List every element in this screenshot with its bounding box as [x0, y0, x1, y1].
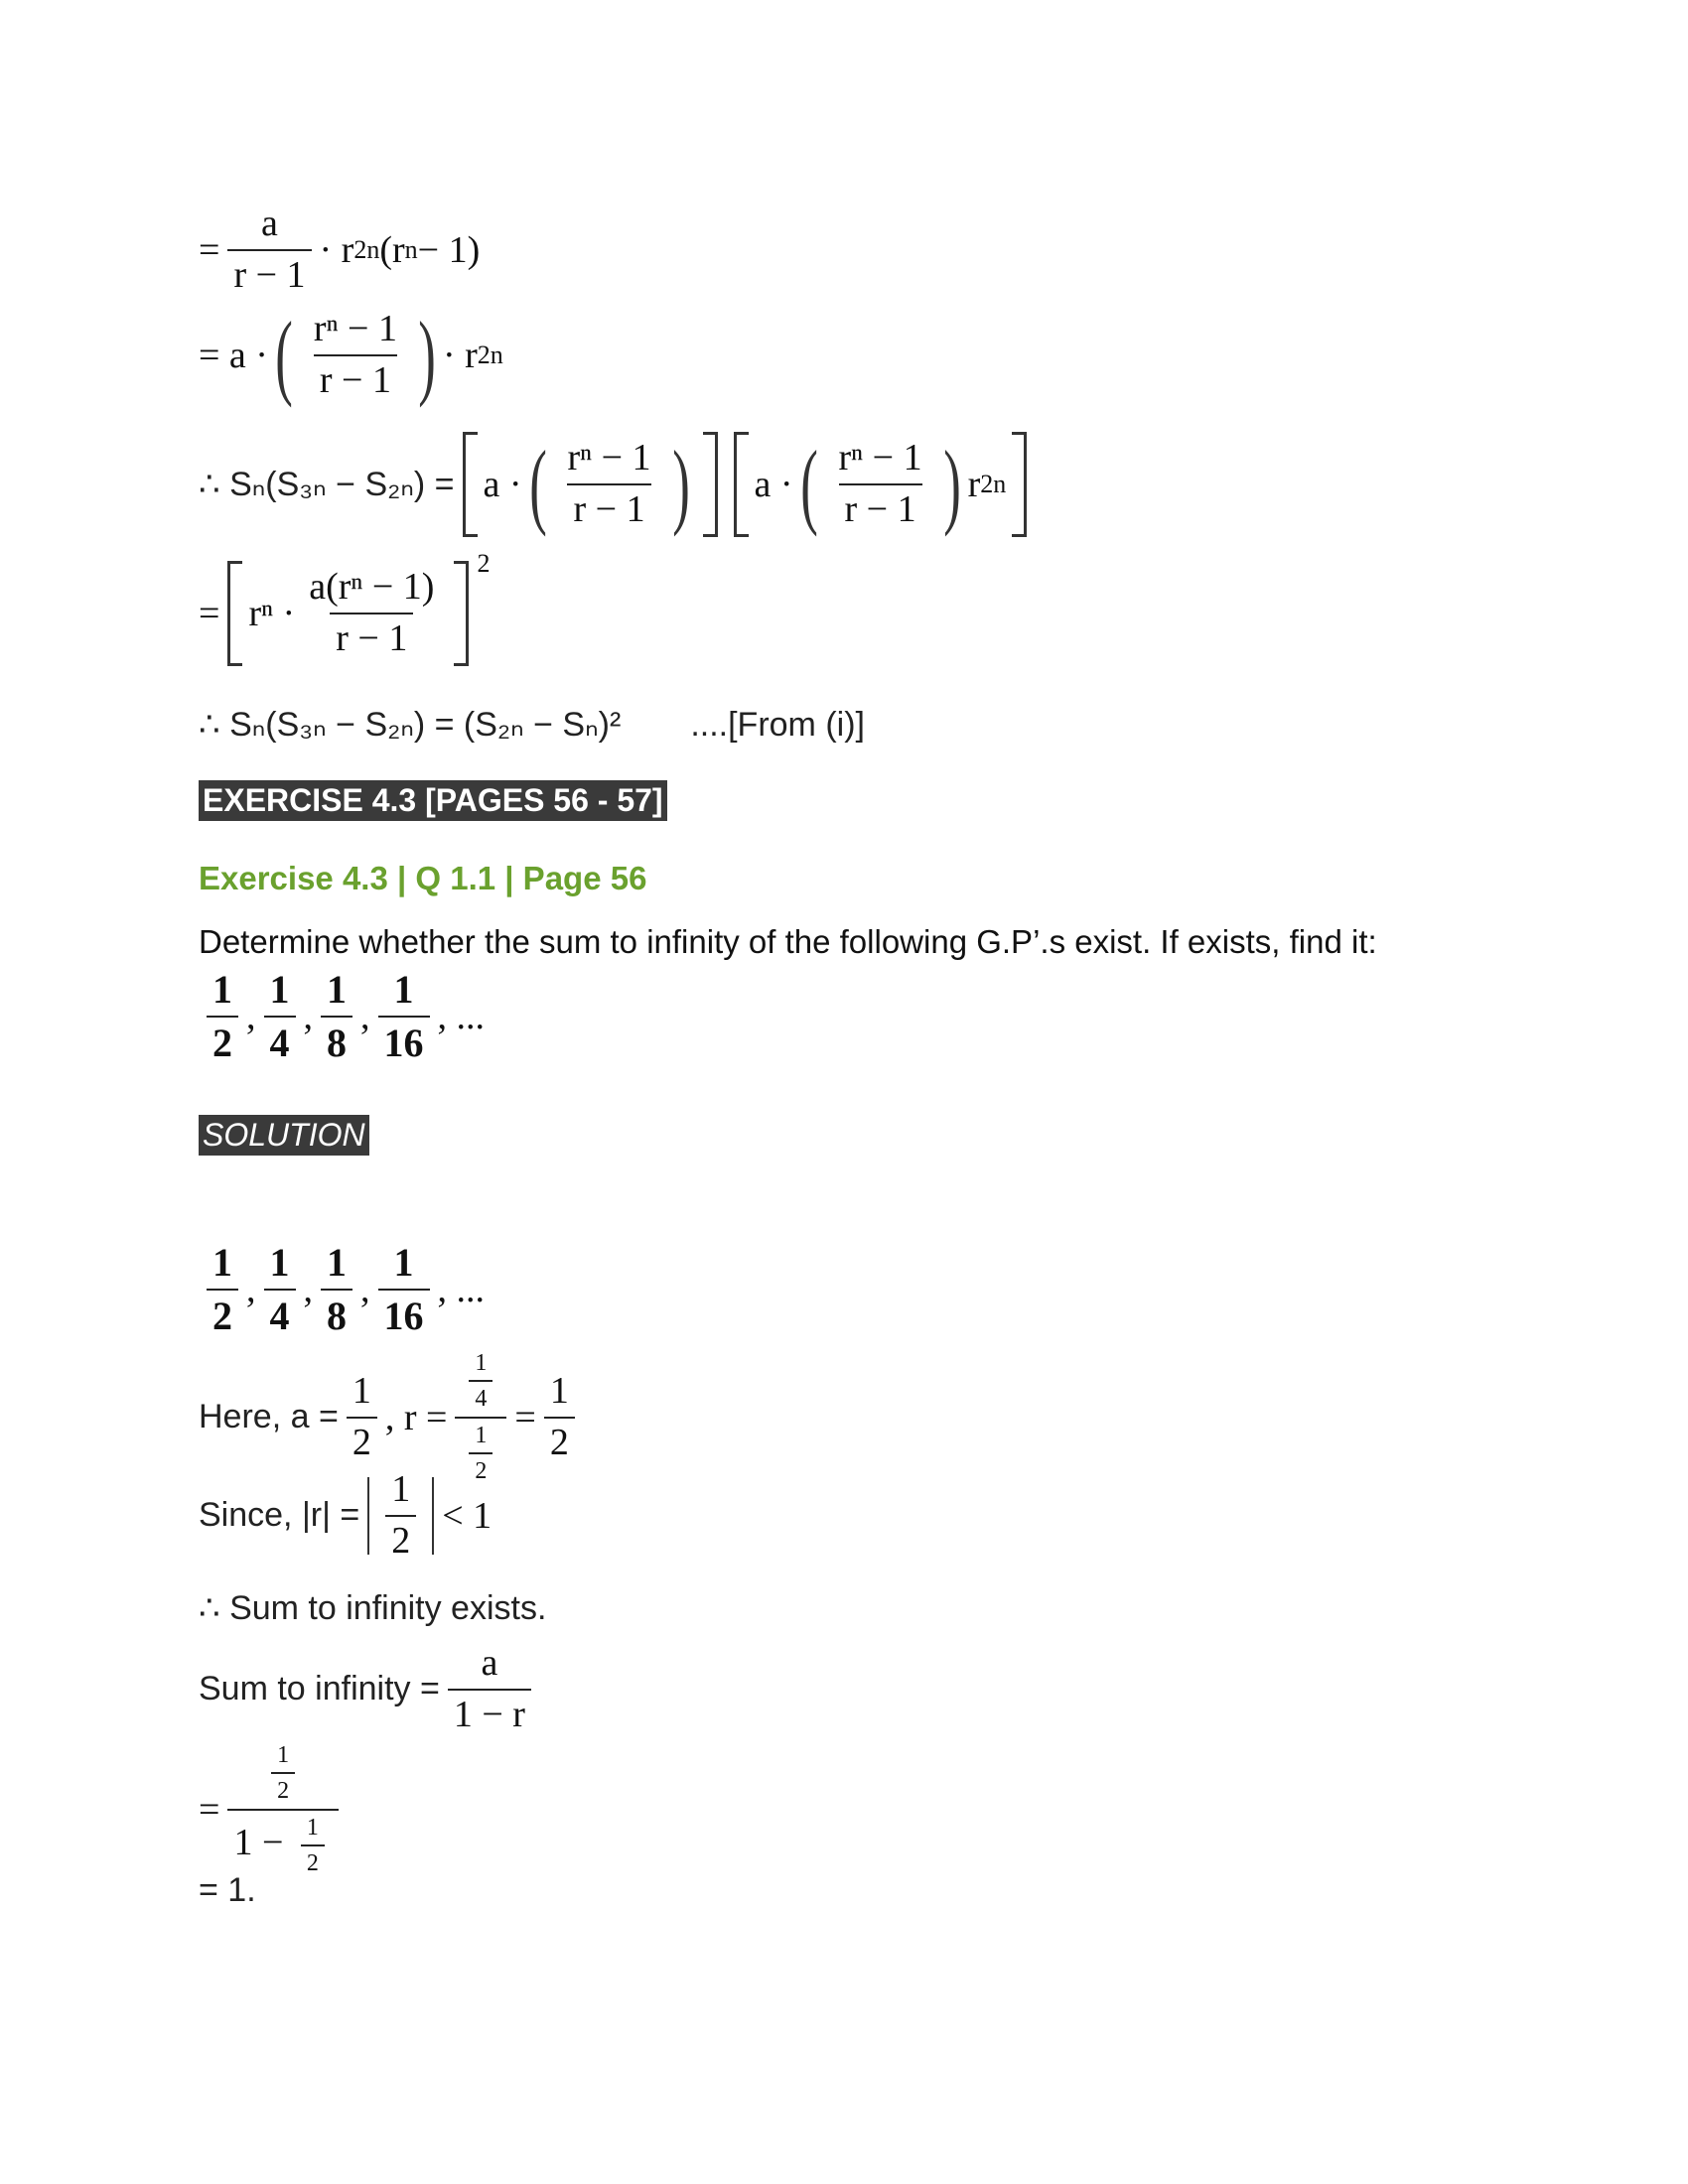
- numerator: a(rⁿ − 1): [309, 566, 435, 609]
- numerator: 1: [352, 1369, 371, 1412]
- denominator: 2: [469, 1452, 492, 1484]
- numerator: rⁿ − 1: [567, 437, 651, 479]
- multiplier: · r: [442, 335, 478, 376]
- numerator: 1: [475, 1422, 488, 1448]
- since-label: Since, |r| =: [199, 1496, 360, 1535]
- fraction-1-4: [264, 1241, 296, 1338]
- result-text: = 1.: [199, 1871, 256, 1909]
- denominator: 2: [385, 1515, 416, 1563]
- equals-sign: =: [199, 228, 220, 271]
- right-paren: ): [942, 431, 961, 537]
- right-bracket: [454, 561, 469, 666]
- denominator: 8: [321, 1016, 352, 1065]
- fraction-a-value: [347, 1371, 377, 1464]
- left-bracket: [734, 432, 749, 537]
- numerator: 1: [212, 1240, 232, 1285]
- exponent: 2: [477, 549, 491, 578]
- solution-banner[interactable]: SOLUTION: [199, 1115, 369, 1156]
- numerator: rⁿ − 1: [838, 437, 922, 479]
- a-dot: a ·: [483, 464, 522, 505]
- solution-here-line: [199, 1350, 583, 1485]
- fraction-r-compound: [455, 1350, 506, 1485]
- numerator: 1: [393, 967, 414, 1012]
- fraction-1-8: [321, 968, 352, 1065]
- right-bracket: [1012, 432, 1027, 537]
- question-text: Determine whether the sum to infinity of the following G.P’.s exist. If exists, find it:: [199, 923, 1377, 960]
- series-ellipsis: , ...: [437, 996, 485, 1037]
- fraction-a-rn: [303, 567, 440, 660]
- left-paren: (: [275, 302, 293, 408]
- fraction-rn-minus-1: [308, 309, 403, 402]
- derivation-line-1: [199, 204, 480, 297]
- right-paren: ): [671, 431, 690, 537]
- sum-label: Sum to infinity =: [199, 1670, 440, 1708]
- right-paren: ): [418, 302, 436, 408]
- denominator: 4: [264, 1016, 296, 1065]
- fraction-abs: [385, 1469, 416, 1563]
- one-minus: 1 −: [233, 1821, 284, 1863]
- solution-result-line: [199, 1871, 256, 1910]
- denominator: r − 1: [330, 613, 413, 660]
- inner-fraction: [469, 1350, 492, 1413]
- denominator: 2: [207, 1016, 238, 1065]
- equals-a: = a ·: [199, 335, 268, 376]
- numerator: 1: [327, 967, 347, 1012]
- denominator: 2: [207, 1289, 238, 1338]
- fraction-1-2: [207, 1241, 238, 1338]
- numerator: [455, 1350, 506, 1417]
- equals-sign: =: [514, 1396, 536, 1438]
- numerator: 1: [212, 967, 232, 1012]
- fraction-2: [833, 438, 928, 531]
- rn-dot: rⁿ ·: [248, 593, 296, 634]
- r-label: , r =: [384, 1396, 448, 1438]
- equals-sign: =: [199, 593, 220, 634]
- denominator: 16: [378, 1016, 430, 1065]
- numerator: 1: [306, 1814, 319, 1841]
- denominator: 2: [271, 1772, 295, 1804]
- numerator: 1: [475, 1350, 488, 1376]
- denominator: 2: [301, 1844, 325, 1876]
- denominator: 8: [321, 1289, 352, 1338]
- numerator: 1: [549, 1369, 569, 1412]
- solution-formula-line: [199, 1643, 539, 1736]
- denominator: 4: [469, 1380, 492, 1412]
- left-bracket: [227, 561, 242, 666]
- denominator: 2: [347, 1417, 377, 1464]
- abs-bar-right: [432, 1477, 434, 1555]
- left-bracket: [463, 432, 478, 537]
- denominator: r − 1: [839, 483, 922, 531]
- numerator: [257, 1742, 309, 1809]
- numerator: a: [261, 203, 278, 244]
- fraction-1-4: [264, 968, 296, 1065]
- inner-fraction: [301, 1815, 325, 1877]
- denominator: 2: [544, 1417, 575, 1464]
- exercise-banner: EXERCISE 4.3 [PAGES 56 - 57]: [199, 780, 667, 821]
- solution-series: $\frac{1}{2}$ , $\frac{1}{4}$ , $\frac{1}{8}$ , $\frac{1}{16}$ , ...: [199, 1241, 485, 1338]
- multiplier: · r: [319, 228, 354, 271]
- series-ellipsis: , ...: [437, 1269, 485, 1310]
- denominator: r − 1: [314, 354, 397, 402]
- numerator: 1: [269, 967, 290, 1012]
- exists-text: ∴ Sum to infinity exists.: [199, 1589, 547, 1627]
- fraction-1-2: [207, 968, 238, 1065]
- denominator: 1 − r: [448, 1689, 531, 1736]
- solution-exists-line: [199, 1588, 546, 1628]
- question-heading[interactable]: Exercise 4.3 | Q 1.1 | Page 56: [199, 860, 647, 896]
- numerator: 1: [269, 1240, 290, 1285]
- exponent: 2n: [980, 470, 1007, 498]
- exponent: n: [404, 234, 418, 264]
- left-paren: (: [799, 431, 818, 537]
- solution-since-line: [199, 1469, 492, 1563]
- derivation-line-3: [199, 432, 1035, 537]
- fraction-1-16: [378, 968, 430, 1065]
- numerator: rⁿ − 1: [313, 308, 397, 350]
- numerator: 1: [391, 1468, 411, 1510]
- numerator: 1: [327, 1240, 347, 1285]
- conclusion-equation: ∴ Sₙ(S₃ₙ − S₂ₙ) = (S₂ₙ − Sₙ)²: [199, 706, 622, 744]
- fraction-1-8: [321, 1241, 352, 1338]
- therefore-lead: ∴ Sₙ(S₃ₙ − S₂ₙ) =: [199, 466, 455, 503]
- denominator: r − 1: [227, 249, 311, 297]
- fraction-a-over-r-minus-1: [227, 204, 311, 297]
- left-paren: (: [528, 431, 547, 537]
- right-bracket: [703, 432, 718, 537]
- exponent: 2n: [353, 234, 380, 264]
- here-label: Here, a =: [199, 1398, 339, 1436]
- derivation-line-2: [199, 302, 503, 408]
- denominator: [227, 1809, 338, 1877]
- a-dot: a ·: [754, 464, 793, 505]
- numerator: 1: [393, 1240, 414, 1285]
- derivation-line-4: [199, 549, 491, 666]
- fraction-1-16: [378, 1241, 430, 1338]
- solution-calc-line: [199, 1742, 347, 1877]
- question-series: $\frac{1}{2}$ , $\frac{1}{4}$ , $\frac{1}{8}$ , $\frac{1}{16}$ , ...: [199, 968, 485, 1065]
- reference-note: ....[From (i)]: [690, 705, 865, 744]
- fraction-r-value: [544, 1371, 575, 1464]
- fraction-calc: [227, 1742, 338, 1877]
- denominator: r − 1: [567, 483, 650, 531]
- denominator: 16: [378, 1289, 430, 1338]
- paren-tail: − 1): [417, 228, 481, 271]
- fraction-1: [562, 438, 657, 531]
- abs-bar-left: [367, 1477, 369, 1555]
- numerator: a: [481, 1642, 498, 1684]
- less-than-one: < 1: [442, 1494, 492, 1537]
- paren-open: (r: [379, 228, 405, 271]
- fraction-formula: [448, 1643, 531, 1736]
- equals-sign: =: [199, 1788, 220, 1831]
- inner-fraction: [271, 1742, 295, 1805]
- derivation-line-5: [199, 705, 865, 745]
- r-term: r: [967, 464, 981, 505]
- exponent: 2n: [477, 341, 503, 369]
- numerator: 1: [277, 1742, 290, 1768]
- denominator: 4: [264, 1289, 296, 1338]
